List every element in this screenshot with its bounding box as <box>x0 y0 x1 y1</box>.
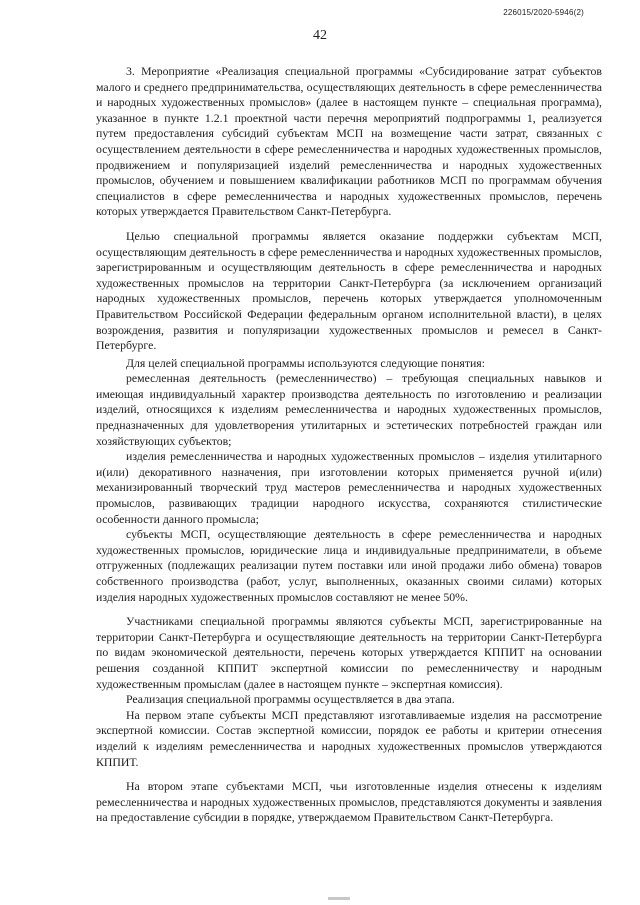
paragraph-definitions-intro: Для целей специальной программы используются следующие понятия: <box>126 355 485 370</box>
paragraph-stage-one: На первом этапе субъекты МСП представляют изготавливаемые изделия на рассмотрение экспертной комиссии. Состав экспертной комиссии, порядок ее работы и критерии отнесения изделий к изделиям ремесленничества и народных художественных промыслов утверждаются КППИТ. <box>96 707 602 769</box>
document-registration-code: 226015/2020-5946(2) <box>503 8 584 17</box>
paragraph-definition-craft: ремесленная деятельность (ремесленничество) – требующая специальных навыков и имеющая индивидуальный характер производства деятельность по изготовлению и реализации изделий, относящихся к изделиям ремесленничества и народных художественных промыслов, предназначенных для удовлетворения утилитарных и эстетических потребностей граждан или хозяйствующих субъектов; <box>96 371 602 448</box>
paragraph-participants: Участниками специальной программы являются субъекты МСП, зарегистрированные на территории Санкт-Петербурга и осуществляющие деятельность на территории Санкт-Петербурга по видам экономической деятельности, перечень которых утверждается КППИТ на основании решения созданной КППИТ экспертной комиссии по ремесленничеству и народным художественным промыслам (далее в настоящем пункте – экспертная комиссия). <box>96 614 602 691</box>
page-number: 42 <box>313 28 327 43</box>
paragraph-stage-two: На втором этапе субъектами МСП, чьи изготовленные изделия отнесены к изделиям ремесленничества и народных художественных промыслов, представляются документы и заявления на предоставление субсидии в порядке, утверждаемом Правительством Санкт-Петербурга. <box>96 779 602 825</box>
paragraph-definition-products: изделия ремесленничества и народных художественных промыслов – изделия утилитарного и(или) декоративного назначения, при изготовлении которых применяется ручной и(или) механизированный творческий труд мастеров ремесленничества и народных художественных промыслов, развивающих традиции народного искусства, сохраняются стилистические особенности данного промысла; <box>96 449 602 526</box>
document-body <box>96 64 602 826</box>
paragraph-definition-subjects: субъекты МСП, осуществляющие деятельность в сфере ремесленничества и народных художественных промыслов, юридические лица и индивидуальные предприниматели, в объеме отгруженных (подлежащих реализации путем поставки или иной продажи либо обмена) товаров собственного производства (работ, услуг, выполненных, оказанных своими силами) которых изделия народных художественных промыслов составляют не менее 50%. <box>96 527 602 604</box>
paragraph-two-stages: Реализация специальной программы осуществляется в два этапа. <box>126 692 455 707</box>
paragraph-measure-3: 3. Мероприятие «Реализация специальной программы «Субсидирование затрат субъектов малого и среднего предпринимательства, осуществляющих деятельность в сфере ремесленничества и народных художественных промыслов» (далее в настоящем пункте – специальная программа), указанное в пункте 1.2.1 проектной части перечня мероприятий подпрограммы 1, реализуется путем предоставления субсидий субъектам МСП на возмещение части затрат, связанных с осуществлением деятельности в сфере ремесленничества и народных художественных промыслов, продвижением и популяризацией изделий ремесленничества и народных художественных промыслов, обучением и повышением квалификации работников МСП по программам обучения специалистов в сфере ремесленничества и народных художественных промыслов, перечень которых утверждается Правительством Санкт-Петербурга. <box>96 64 602 219</box>
scan-artifact-mark <box>328 897 350 900</box>
paragraph-program-goal: Целью специальной программы является оказание поддержки субъектам МСП, осуществляющим деятельность в сфере ремесленничества и народных художественных промыслов, зарегистрированным и осуществляющим деятельность в сфере ремесленничества и народных художественных промыслов на территории Санкт-Петербурга (за исключением организаций народных художественных промыслов, перечень которых утверждается уполномоченным Правительством Российской Федерации федеральным органом исполнительной власти), в целях возрождения, развития и популяризации художественных промыслов и ремесел в Санкт-Петербурге. <box>96 228 602 353</box>
